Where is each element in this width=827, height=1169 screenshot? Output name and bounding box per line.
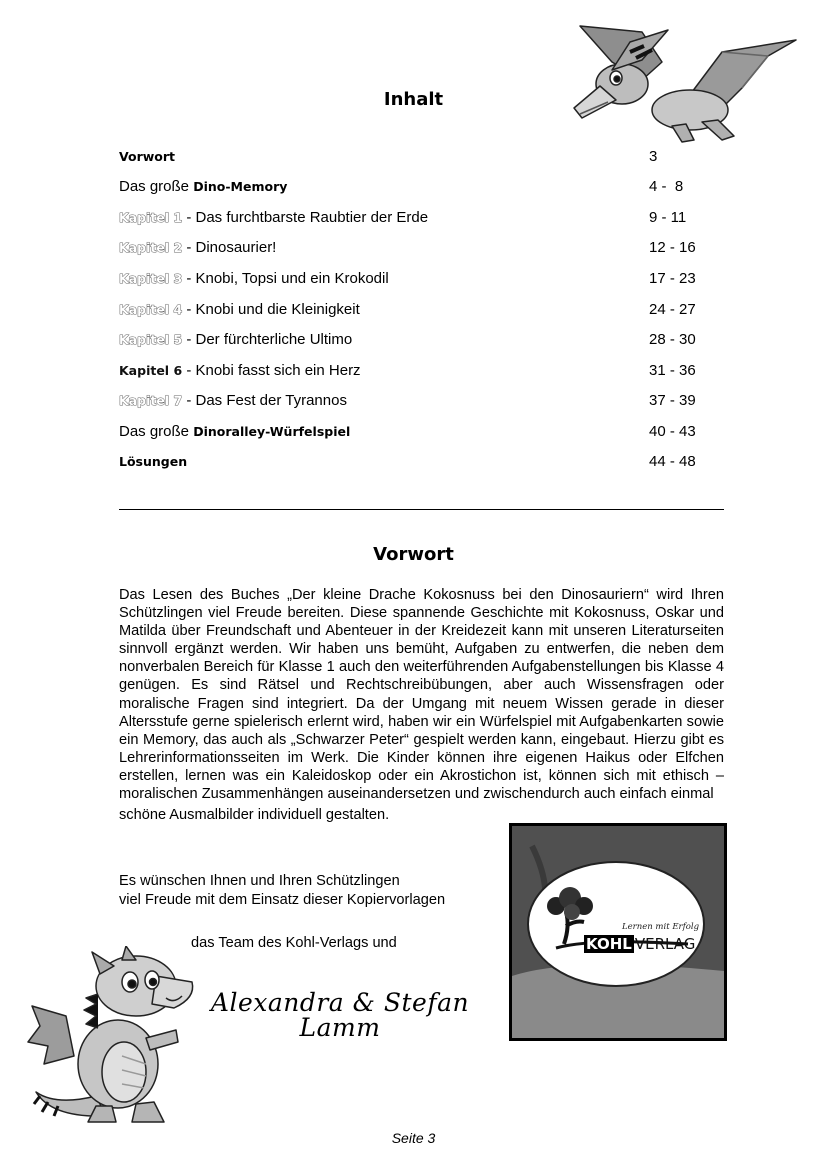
toc-label [119, 176, 287, 198]
toc-label [119, 360, 361, 382]
toc-page-range: 17 - 23 [649, 270, 696, 287]
toc-bold-label: Dino-Memory [193, 179, 288, 194]
toc-page-range: 44 - 48 [649, 453, 696, 470]
signature-names: Alexandra & Stefan [210, 988, 470, 1017]
toc-page-range: 4 - 8 [649, 178, 684, 195]
toc-chapter-label: Kapitel 6 [119, 363, 183, 378]
toc-row [119, 451, 719, 473]
toc-label-text: - Dinosaurier! [182, 239, 277, 256]
section-divider [119, 509, 724, 510]
vorwort-last-line: schöne Ausmalbilder individuell gestalten. [119, 807, 390, 824]
toc-label [119, 207, 428, 229]
logo-brand [584, 935, 695, 953]
toc-page-range: 9 - 11 [649, 209, 687, 226]
dragon-illustration [26, 946, 206, 1128]
toc-chapter-label: Kapitel 1 [119, 210, 183, 225]
signature-surname: Lamm [299, 1013, 381, 1042]
toc-chapter-label: Kapitel 4 [119, 302, 183, 317]
team-line: das Team des Kohl-Verlags und [191, 935, 397, 951]
pterodactyl-icon [574, 26, 796, 142]
toc-label [119, 146, 175, 168]
toc-label-text: - Der fürchterliche Ultimo [182, 331, 353, 348]
toc-label [119, 421, 350, 443]
pterodactyl-illustration [572, 22, 800, 144]
toc-row [119, 146, 719, 168]
toc-page-range: 24 - 27 [649, 301, 696, 318]
toc-row [119, 329, 719, 351]
vorwort-text [119, 586, 724, 824]
dragon-icon [28, 946, 193, 1122]
toc-chapter-label: Kapitel 3 [119, 271, 183, 286]
toc-label [119, 329, 352, 351]
greeting-line-1: Es wünschen Ihnen und Ihren Schützlingen [119, 873, 400, 889]
toc-label-text: - Knobi und die Kleinigkeit [182, 301, 360, 318]
page-number: Seite 3 [391, 1130, 436, 1146]
toc-label-text: - Das Fest der Tyrannos [182, 392, 347, 409]
toc-label [119, 299, 360, 321]
publisher-logo [509, 823, 727, 1041]
toc-row [119, 390, 719, 412]
logo-tagline: Lernen mit Erfolg [622, 922, 700, 932]
vorwort-paragraph: Das Lesen des Buches „Der kleine Drache Kokosnuss bei den Dinosauriern“ wird Ihren Schützlingen viel Freude bereiten. Diese spannende Geschichte mit Kokosnuss, Oskar und Matilda über Freundschaft und Abenteuer in der Kreidezeit kann mit unseren Literaturseiten sinnvoll ergänzt werden. Wir haben uns bemüht, Aufgaben zu entwerfen, die neben dem nonverbalen Bereich für Klasse 1 auch den weiterführenden Aufgabenstellungen bis Klasse 4 genügen. Es sind Rätsel und Rechtschreibübungen, aber auch Wissensfragen oder moralische Fragen sind integriert. Da der Umgang mit neuem Wissen gerade in dieser Altersstufe gerne spielerisch erlernt wird, haben wir ein Würfelspiel mit Aufgabenkarten sowie ein Memory, das auch als „Schwarzer Peter“ gespielt werden kann, eingebaut. Hierzu gibt es Lehrerinformationsseiten im Werk. Die Kinder können ihre eigenen Haikus oder Elfchen erstellen, lernen was ein Kaleidoskop oder ein Akrostichon ist, können sich mit ethisch – moralischen Zusammenhängen auseinandersetzen und zwischendurch auch einfach einmal [119, 587, 724, 803]
toc-row [119, 268, 719, 290]
toc-label-prefix: Das große [119, 178, 194, 195]
toc-label [119, 268, 389, 290]
logo-brand-kohl: KOHL [586, 935, 632, 953]
toc-title: Inhalt [383, 89, 444, 110]
logo-graphic [512, 826, 724, 1038]
toc-page-range: 31 - 36 [649, 362, 696, 379]
toc-row [119, 176, 719, 198]
toc-chapter-label: Kapitel 7 [119, 393, 183, 408]
toc-chapter-label: Kapitel 5 [119, 332, 183, 347]
logo-brand-verlag: VERLAG [634, 935, 696, 953]
toc-label [119, 390, 347, 412]
toc-bold-label: Dinoralley-Würfelspiel [193, 424, 351, 439]
toc-label [119, 451, 187, 473]
toc-label-text: - Das furchtbarste Raubtier der Erde [182, 209, 429, 226]
toc-label-prefix: Das große [119, 423, 194, 440]
toc-page-range: 12 - 16 [649, 239, 696, 256]
signature [210, 990, 470, 1040]
toc-row [119, 237, 719, 259]
toc-row [119, 207, 719, 229]
toc-page-range: 3 [649, 148, 658, 165]
toc-row [119, 421, 719, 443]
toc-page-range: 40 - 43 [649, 423, 696, 440]
toc-bold-label: Lösungen [119, 454, 188, 469]
toc-row [119, 360, 719, 382]
toc-bold-label: Vorwort [119, 149, 176, 164]
toc-label-text: - Knobi fasst sich ein Herz [182, 362, 361, 379]
toc-chapter-label: Kapitel 2 [119, 240, 183, 255]
vorwort-title: Vorwort [373, 544, 454, 565]
toc-row [119, 299, 719, 321]
toc-label-text: - Knobi, Topsi und ein Krokodil [182, 270, 389, 287]
toc-page-range: 28 - 30 [649, 331, 696, 348]
greeting-line-2: viel Freude mit dem Einsatz dieser Kopiervorlagen [119, 892, 446, 908]
toc-label [119, 237, 276, 259]
toc-page-range: 37 - 39 [649, 392, 696, 409]
